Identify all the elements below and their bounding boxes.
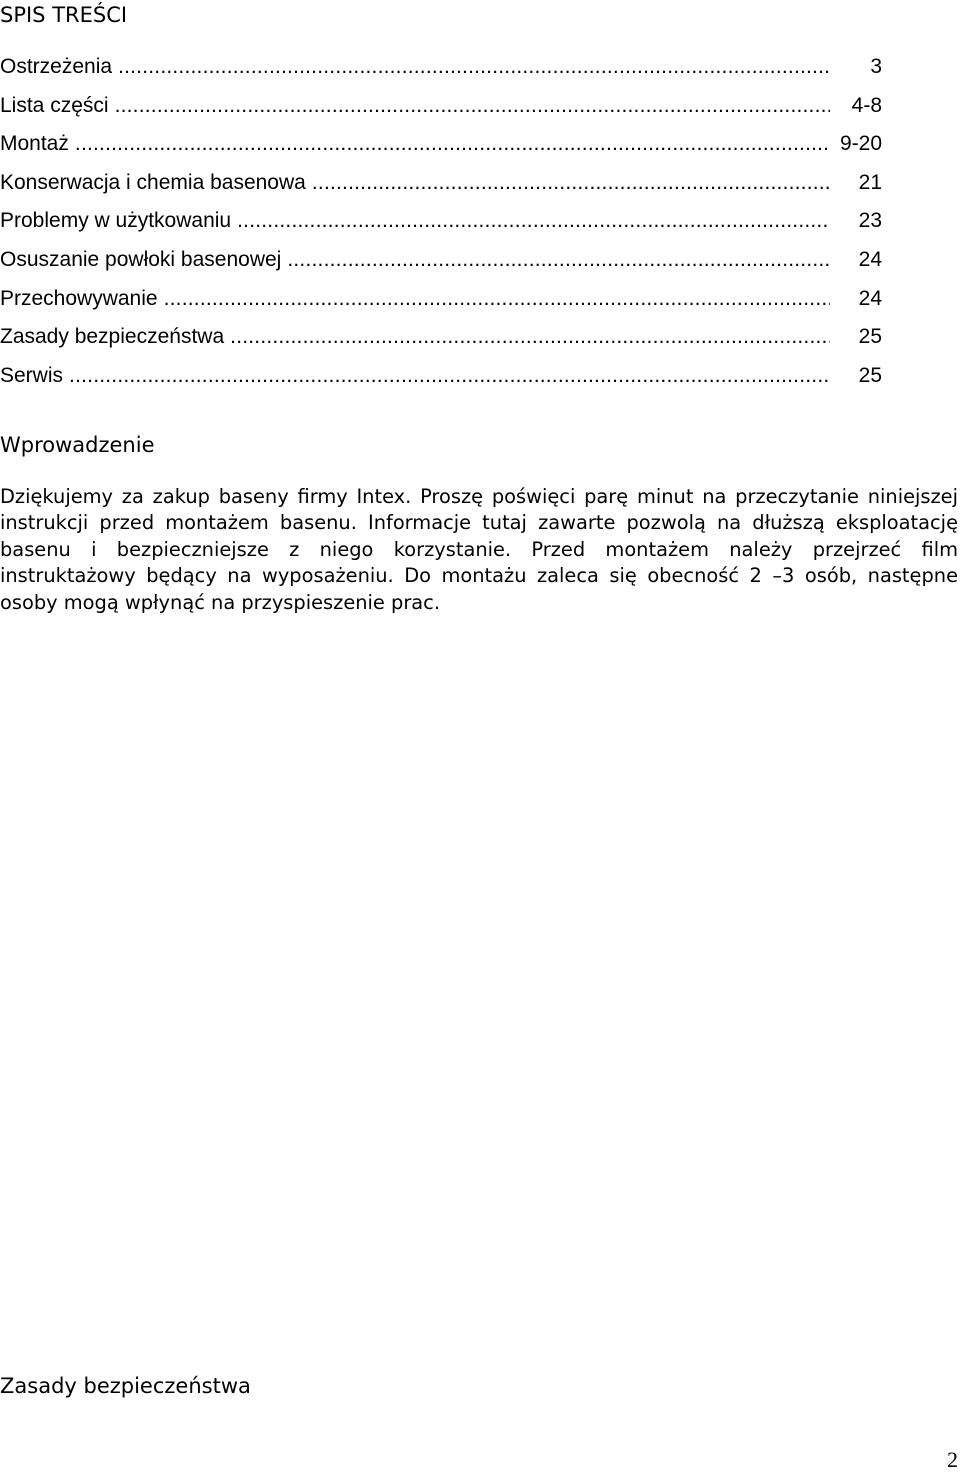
toc-entry-page: 21 [857, 169, 882, 197]
toc-entry-title: Lista części ..... [0, 92, 830, 120]
toc-entry-konserwacja[interactable] [0, 169, 882, 208]
toc-entry-page: 3 [868, 53, 882, 81]
intro-paragraph: Dziękujemy za zakup baseny firmy Intex. Proszę poświęci parę minut na przeczytanie niniejszej instrukcji przed montażem basenu. Informacje tutaj zawarte pozwolą na dłuższą eksploatację basenu i bezpieczniejsze z niego korzystanie. Przed montażem należy przejrzeć film instruktażowy będący na wyposażeniu. Do montażu zaleca się obecność 2 –3 osób, następne osoby mogą wpłynąć na przyspieszenie prac. [0, 485, 958, 614]
toc-entry-osuszanie[interactable] [0, 246, 882, 285]
toc-entry-title: Przechowywanie ..... [0, 285, 830, 313]
toc-heading: SPIS TREŚCI [0, 3, 128, 27]
page-number: 2 [947, 1447, 958, 1472]
toc-entry-title: Problemy w użytkowaniu ..... [0, 207, 830, 235]
toc-entry-page: 25 [857, 362, 882, 390]
toc-entry-page: 24 [857, 246, 882, 274]
toc-entry-title: Ostrzeżenia ..... [0, 53, 830, 81]
toc-entry-page: 4-8 [850, 92, 882, 120]
toc-entry-zasady-bezpieczenstwa[interactable] [0, 323, 882, 362]
toc-entry-title: Konserwacja i chemia basenowa ..... [0, 169, 830, 197]
toc-entry-page: 25 [857, 323, 882, 351]
toc-entry-page: 23 [857, 207, 882, 235]
toc-entry-title: Zasady bezpieczeństwa ..... [0, 323, 830, 351]
toc-entry-montaz[interactable] [0, 130, 882, 169]
toc-entry-przechowywanie[interactable] [0, 285, 882, 324]
toc-entry-lista-czesci[interactable] [0, 92, 882, 131]
toc-entry-title: Osuszanie powłoki basenowej ..... [0, 246, 830, 274]
toc-entry-ostrzezenia[interactable] [0, 53, 882, 92]
intro-heading: Wprowadzenie [0, 433, 155, 457]
footer-section-title: Zasady bezpieczeństwa [0, 1374, 251, 1398]
toc-entry-page: 9-20 [838, 130, 882, 158]
table-of-contents [0, 53, 882, 400]
toc-entry-title: Montaż ..... [0, 130, 830, 158]
toc-entry-serwis[interactable] [0, 362, 882, 401]
toc-entry-title: Serwis ..... [0, 362, 830, 390]
toc-entry-page: 24 [857, 285, 882, 313]
toc-entry-problemy[interactable] [0, 207, 882, 246]
